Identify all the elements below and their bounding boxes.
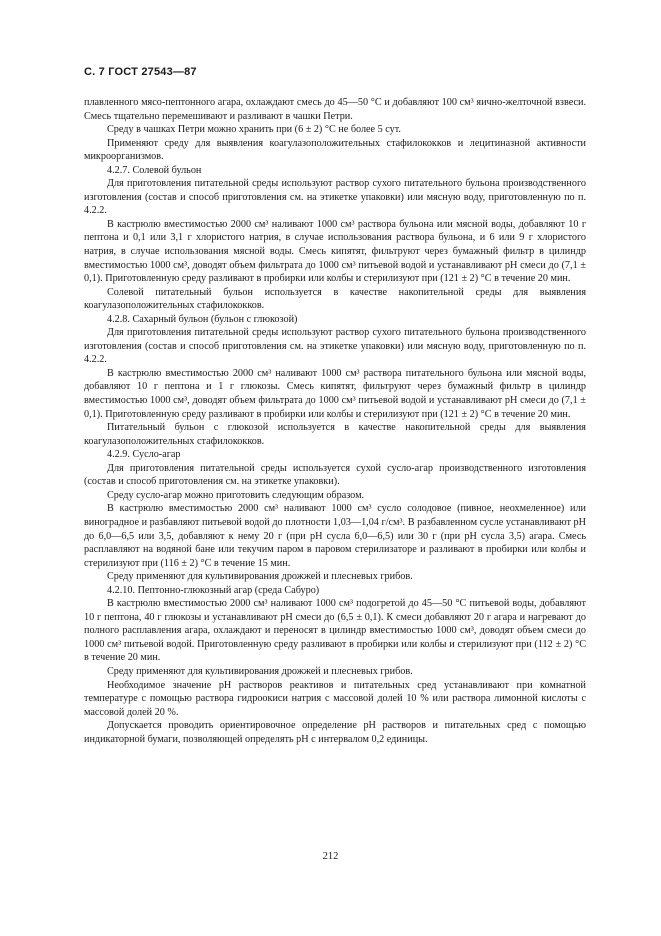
page-header: С. 7 ГОСТ 27543—87 xyxy=(84,66,197,78)
paragraph: Необходимое значение pH растворов реактивов и питательных сред устанавливают при комнатной температуре с помощью раствора гидроокиси натрия с массовой долей 10 % или раствора лимонной кислоты с массовой долей 20 %. xyxy=(84,679,586,718)
paragraph: В кастрюлю вместимостью 2000 см³ наливают 1000 см³ подогретой до 45—50 °С питьевой воды, добавляют 10 г пептона, 40 г глюкозы и устанавливают pH смеси до (6,5 ± 0,1). К смеси добавляют 20 г агара и нагревают до полного расплавления агара, охлаждают и переносят в цилиндр вместимостью 1000 см³, доводят объем смеси до 1000 см³ питьевой водой. Приготовленную среду разливают в пробирки или колбы и стерилизуют при (112 ± 2) °С в течение 20 мин. xyxy=(84,598,586,664)
paragraph: Среду применяют для культивирования дрожжей и плесневых грибов. xyxy=(107,571,413,583)
paragraph: Солевой питательный бульон используется в качестве накопительной среды для выявления коагулазоположительных стафилококков. xyxy=(84,286,586,312)
paragraph: В кастрюлю вместимостью 2000 см³ наливают 1000 см³ сусло солодовое (пивное, неохмеленное) или виноградное и разбавляют питьевой водой до плотности 1,03—1,04 г/см³. В разбавленном сусле устанавливают pH до 6,0—6,5 или 3,5, добавляют к нему 20 г (при pH сусла 6,0—6,5) или 30 г (при pH сусла 3,5) агара. Смесь расплавляют на водяной бане или текучим паром в паровом стерилизаторе и разливают в пробирки или колбы и стерилизуют при (116 ± 2) °С в течение 15 мин. xyxy=(84,503,586,569)
paragraph: Среду применяют для культивирования дрожжей и плесневых грибов. xyxy=(107,665,413,677)
paragraph: В кастрюлю вместимостью 2000 см³ наливают 1000 см³ раствора питательного бульона или мясной воды, добавляют 10 г пептона и 1 г глюкозы. Смесь кипятят, фильтруют через бумажный фильтр в цилиндр вместимостью 1000 см³, доводят объем фильтрата до 1000 см³ питьевой водой и устанавливают pH смеси до (7,1 ± 0,1). Приготовленную среду разливают в пробирки или колбы и стерилизуют при (121 ± 2) °С в течение 20 мин. xyxy=(84,367,586,420)
paragraph: Среду в чашках Петри можно хранить при (6 ± 2) °С не более 5 сут. xyxy=(107,124,401,136)
paragraph: 4.2.9. Сусло-агар xyxy=(107,449,181,461)
paragraph: Для приготовления питательной среды используется сухой сусло-агар производственного изготовления (состав и способ приготовления см. на этикетке упаковки). xyxy=(84,462,586,488)
paragraph: Питательный бульон с глюкозой используется в качестве накопительной среды для выявления коагулазоположительных стафилококков. xyxy=(84,422,586,447)
paragraph: Допускается проводить ориентировочное определение pH растворов и питательных сред с помощью индикаторной бумаги, позволяющей определять pH с интервалом 0,2 единицы. xyxy=(84,720,586,745)
paragraph: 4.2.7. Солевой бульон xyxy=(107,164,202,176)
paragraph: Для приготовления питательной среды используют раствор сухого питательного бульона производственного изготовления (состав и способ приготовления см. на этикетке упаковки) или мясную воду, приготовленную по п. 4.2.2. xyxy=(84,178,586,217)
paragraph: Применяют среду для выявления коагулазоположительных стафилококков и лецитиназной активности микроорганизмов. xyxy=(84,137,586,163)
paragraph: 4.2.10. Пептонно-глюкозный агар (среда Сабуро) xyxy=(107,584,320,596)
paragraph: 4.2.8. Сахарный бульон (бульон с глюкозой) xyxy=(107,313,298,325)
paragraph: плавленного мясо-пептонного агара, охлаждают смесь до 45—50 °С и добавляют 100 см³ яично-желточной взвеси. Смесь тщательно перемешивают и разливают в чашки Петри. xyxy=(84,97,586,122)
paragraph: Для приготовления питательной среды используют раствор сухого питательного бульона производственного изготовления (состав и способ приготовления см. на этикетке упаковки) или мясную воду, приготовленную по п. 4.2.2. xyxy=(84,327,586,366)
paragraph: Среду сусло-агар можно приготовить следующим образом. xyxy=(107,489,365,501)
document-body xyxy=(84,96,586,746)
paragraph: В кастрюлю вместимостью 2000 см³ наливают 1000 см³ раствора бульона или мясной воды, добавляют 10 г пептона и 0,1 или 3,1 г хлористого натрия, в случае использования раствора бульона, и 6 или 9 г хлористого натрия, в случае использования мясной воды. Смесь кипятят, фильтруют через бумажный фильтр в цилиндр вместимостью 1000 см³, доводят объем фильтрата до 1000 см³ питьевой водой и устанавливают pH смеси до (7,1 ± 0,1). Приготовленную среду разливают в пробирки или колбы и стерилизуют при (121 ± 2) °С в течение 20 мин. xyxy=(84,218,586,285)
page-number: 212 xyxy=(322,851,339,862)
